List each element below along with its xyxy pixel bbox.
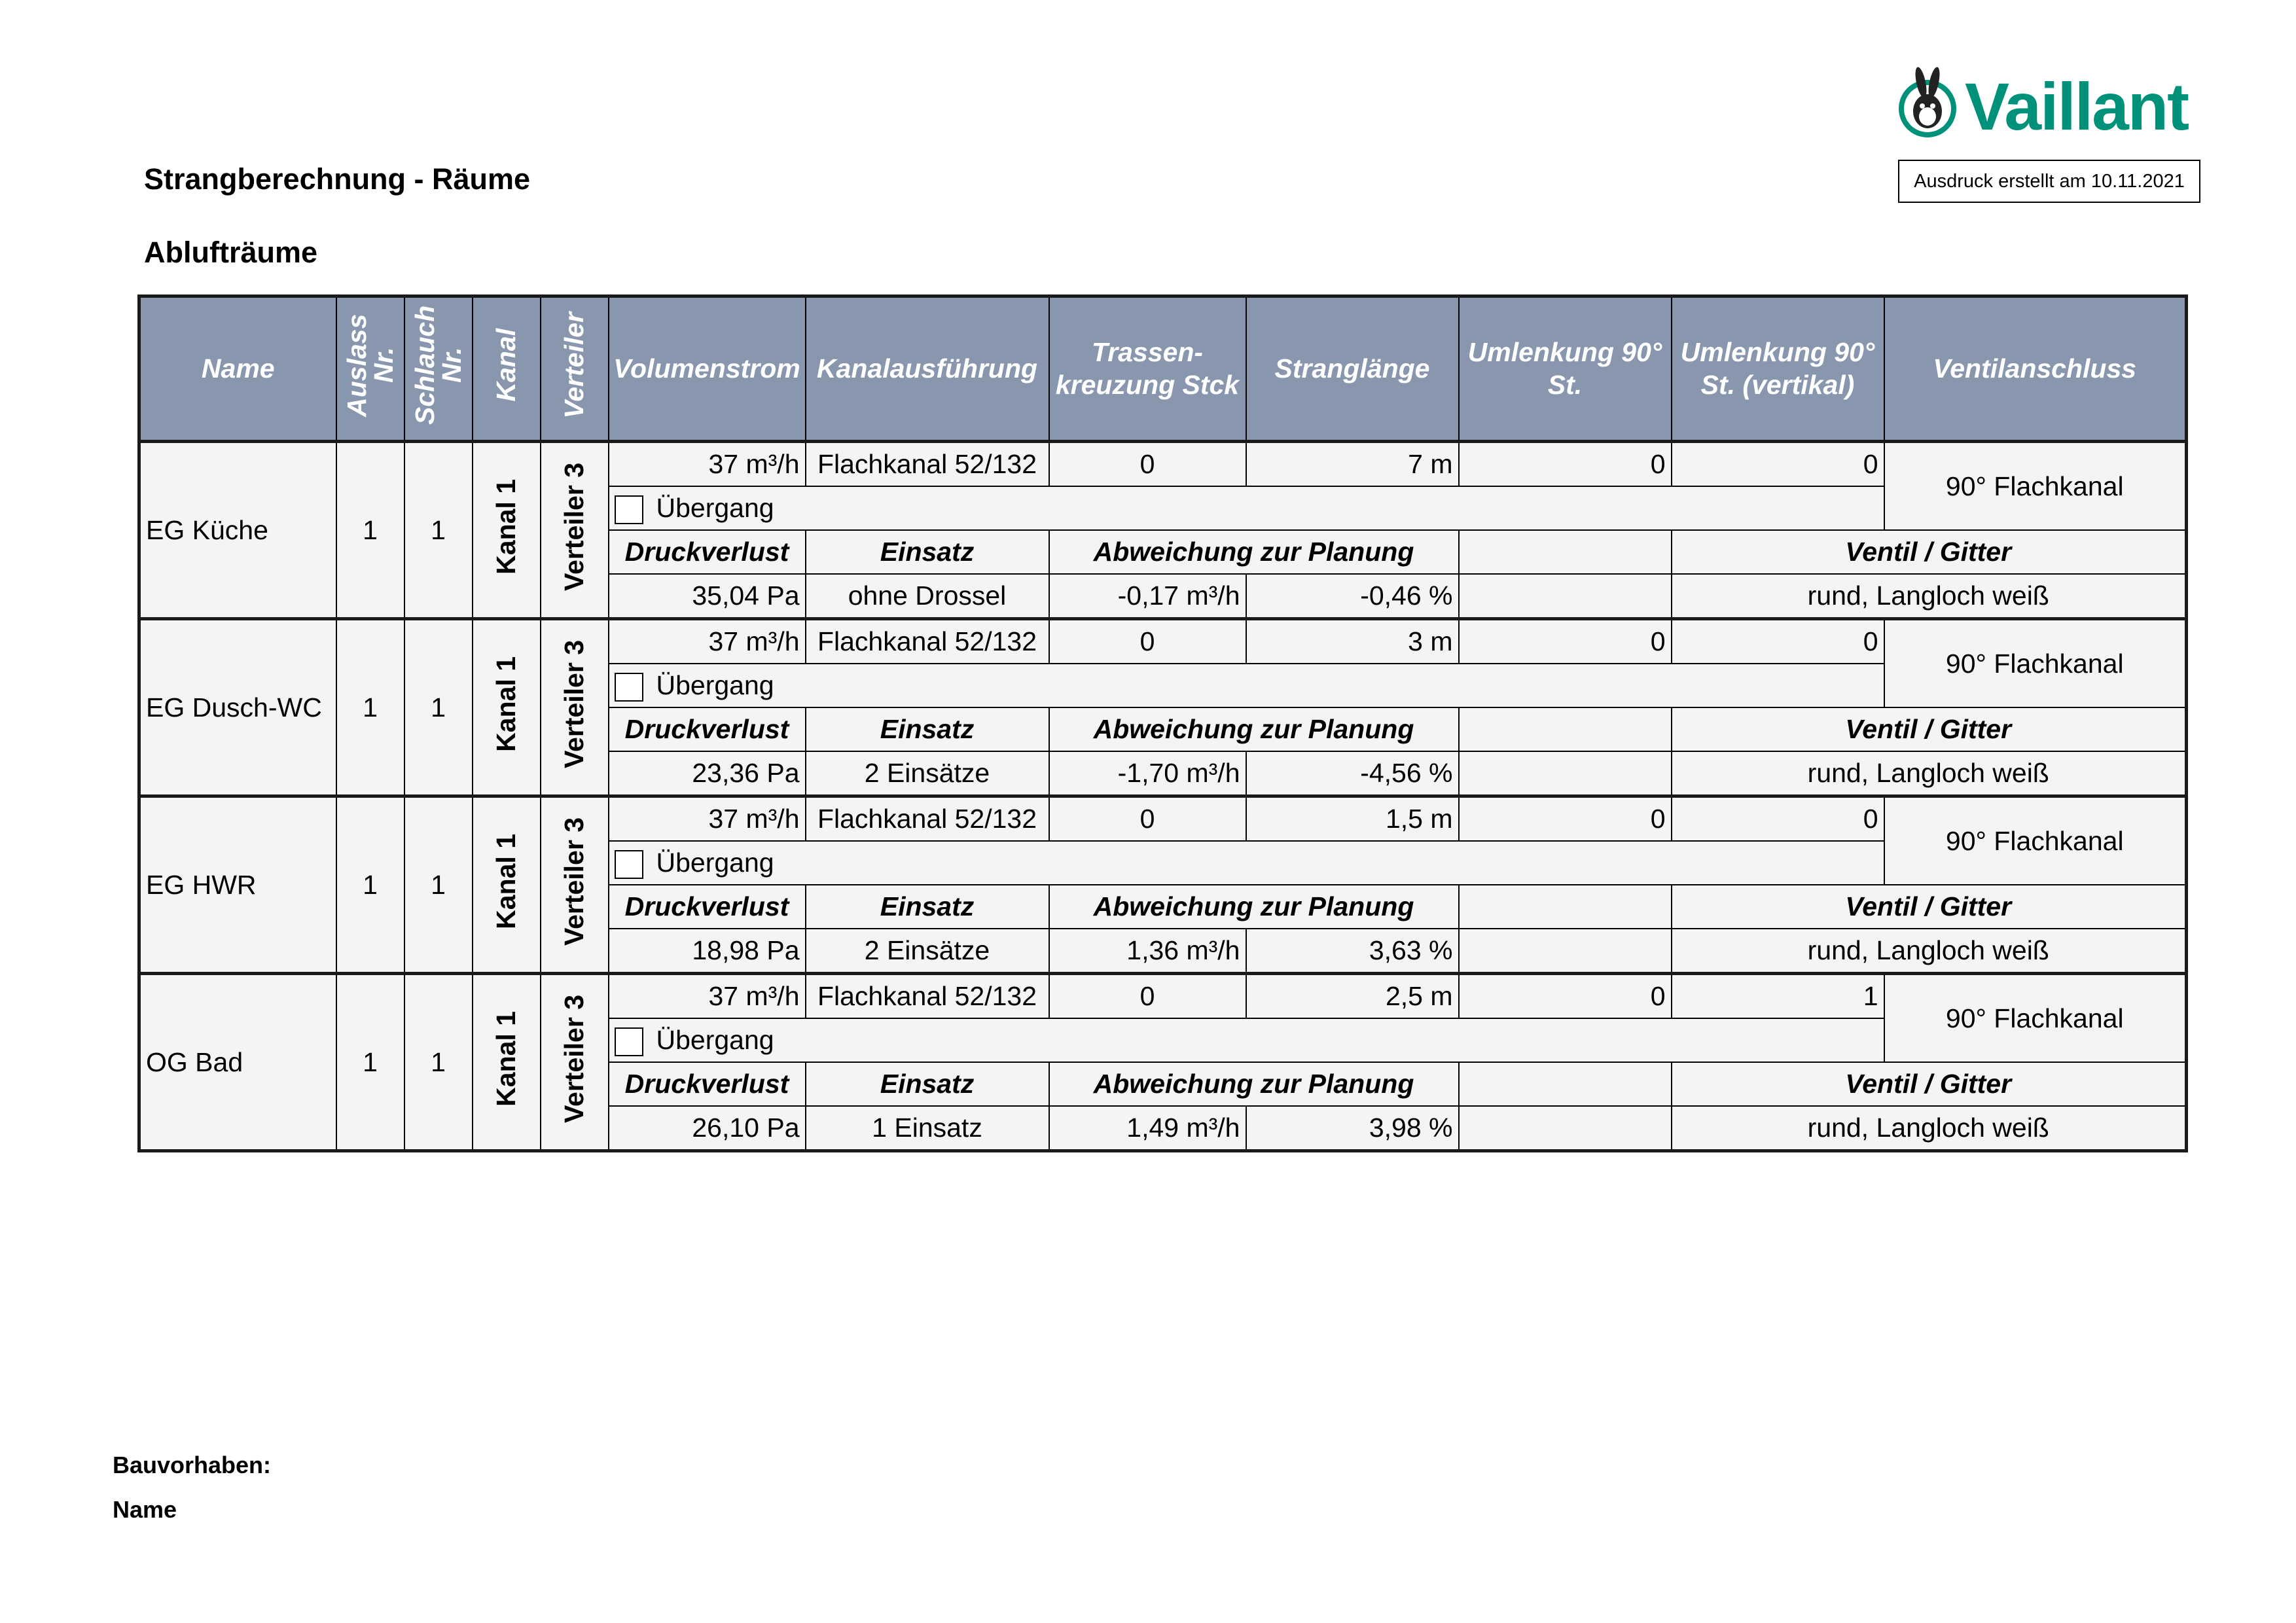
einsatz-label: Einsatz (806, 885, 1049, 929)
einsatz-label: Einsatz (806, 707, 1049, 751)
verteiler-label: Verteiler 3 (559, 995, 589, 1124)
room-name: EG Küche (139, 442, 336, 619)
auslass-nr: 1 (336, 974, 404, 1151)
trassenkreuzung-value: 0 (1049, 974, 1246, 1019)
schlauch-nr: 1 (404, 619, 473, 796)
empty-cell (1459, 530, 1672, 574)
verteiler-cell (541, 619, 609, 796)
abweichung-volumen-value: -0,17 m³/h (1049, 574, 1246, 619)
volumenstrom-value: 37 m³/h (609, 796, 806, 842)
uebergang-checkbox[interactable] (615, 495, 643, 524)
empty-cell (1459, 885, 1672, 929)
stranglaenge-value: 3 m (1246, 619, 1459, 664)
uebergang-label: Übergang (656, 1024, 774, 1055)
verteiler-label: Verteiler 3 (559, 817, 589, 946)
col-header-kanal: Kanal (473, 296, 541, 442)
auslass-nr: 1 (336, 442, 404, 619)
kanalausfuehrung-value: Flachkanal 52/132 (806, 974, 1049, 1019)
verteiler-label: Verteiler 3 (559, 463, 589, 592)
volumenstrom-value: 37 m³/h (609, 442, 806, 487)
stranglaenge-value: 7 m (1246, 442, 1459, 487)
umlenkung-value: 0 (1459, 796, 1672, 842)
kanal-label: Kanal 1 (491, 834, 521, 930)
stranglaenge-value: 1,5 m (1246, 796, 1459, 842)
volumenstrom-value: 37 m³/h (609, 974, 806, 1019)
druckverlust-label: Druckverlust (609, 530, 806, 574)
col-header-name: Name (139, 296, 336, 442)
kanal-label: Kanal 1 (491, 656, 521, 753)
kanal-cell (473, 442, 541, 619)
umlenkung-vertikal-value: 0 (1672, 796, 1884, 842)
einsatz-value: ohne Drossel (806, 574, 1049, 619)
trassenkreuzung-value: 0 (1049, 442, 1246, 487)
col-header-schlauch: Schlauch Nr. (404, 296, 473, 442)
section-title: Ablufträume (144, 236, 318, 269)
uebergang-checkbox[interactable] (615, 1027, 643, 1056)
kanal-cell (473, 974, 541, 1151)
col-header-auslass: Auslass Nr. (336, 296, 404, 442)
uebergang-label: Übergang (656, 847, 774, 878)
uebergang-label: Übergang (656, 669, 774, 700)
ventilanschluss-value: 90° Flachkanal (1884, 442, 2187, 531)
empty-cell (1459, 707, 1672, 751)
ventil-gitter-label: Ventil / Gitter (1672, 707, 2187, 751)
room-row-main (139, 974, 2187, 1019)
footer-name-label: Name (113, 1496, 177, 1523)
verteiler-cell (541, 442, 609, 619)
empty-cell (1459, 1062, 1672, 1106)
empty-cell (1459, 574, 1672, 619)
uebergang-checkbox[interactable] (615, 673, 643, 702)
abweichung-volumen-value: 1,49 m³/h (1049, 1106, 1246, 1151)
ventilanschluss-value: 90° Flachkanal (1884, 796, 2187, 885)
einsatz-label: Einsatz (806, 1062, 1049, 1106)
kanal-cell (473, 796, 541, 974)
ventil-gitter-value: rund, Langloch weiß (1672, 751, 2187, 796)
uebergang-cell (609, 486, 1884, 530)
page-title: Strangberechnung - Räume (144, 162, 531, 196)
abweichung-volumen-value: 1,36 m³/h (1049, 929, 1246, 974)
uebergang-cell (609, 841, 1884, 885)
verteiler-label: Verteiler 3 (559, 640, 589, 769)
schlauch-nr: 1 (404, 796, 473, 974)
col-header-stranglaenge: Stranglänge (1246, 296, 1459, 442)
volumenstrom-value: 37 m³/h (609, 619, 806, 664)
room-name: EG Dusch-WC (139, 619, 336, 796)
schlauch-nr: 1 (404, 974, 473, 1151)
ventilanschluss-value: 90° Flachkanal (1884, 974, 2187, 1063)
empty-cell (1459, 1106, 1672, 1151)
trassenkreuzung-value: 0 (1049, 619, 1246, 664)
kanalausfuehrung-value: Flachkanal 52/132 (806, 442, 1049, 487)
abweichung-prozent-value: -4,56 % (1246, 751, 1459, 796)
uebergang-label: Übergang (656, 492, 774, 523)
col-header-umlenkung: Umlenkung 90° St. (1459, 296, 1672, 442)
abweichung-label: Abweichung zur Planung (1049, 530, 1459, 574)
uebergang-cell (609, 1018, 1884, 1062)
kanal-label: Kanal 1 (491, 479, 521, 575)
ventil-gitter-value: rund, Langloch weiß (1672, 1106, 2187, 1151)
druckverlust-label: Druckverlust (609, 885, 806, 929)
verteiler-cell (541, 796, 609, 974)
print-date-stamp: Ausdruck erstellt am 10.11.2021 (1898, 160, 2200, 203)
umlenkung-vertikal-value: 1 (1672, 974, 1884, 1019)
einsatz-value: 1 Einsatz (806, 1106, 1049, 1151)
empty-cell (1459, 929, 1672, 974)
einsatz-label: Einsatz (806, 530, 1049, 574)
druckverlust-value: 23,36 Pa (609, 751, 806, 796)
kanal-cell (473, 619, 541, 796)
auslass-nr: 1 (336, 796, 404, 974)
abweichung-prozent-value: 3,63 % (1246, 929, 1459, 974)
schlauch-nr: 1 (404, 442, 473, 619)
umlenkung-vertikal-value: 0 (1672, 619, 1884, 664)
abweichung-label: Abweichung zur Planung (1049, 1062, 1459, 1106)
col-header-ventilanschluss: Ventilanschluss (1884, 296, 2187, 442)
room-row-main (139, 619, 2187, 664)
col-header-trassenkreuzung: Trassen-kreuzung Stck (1049, 296, 1246, 442)
empty-cell (1459, 751, 1672, 796)
room-name: OG Bad (139, 974, 336, 1151)
ventil-gitter-label: Ventil / Gitter (1672, 1062, 2187, 1106)
trassenkreuzung-value: 0 (1049, 796, 1246, 842)
room-row-main (139, 796, 2187, 842)
abweichung-prozent-value: -0,46 % (1246, 574, 1459, 619)
abweichung-label: Abweichung zur Planung (1049, 885, 1459, 929)
umlenkung-value: 0 (1459, 442, 1672, 487)
druckverlust-label: Druckverlust (609, 1062, 806, 1106)
abweichung-label: Abweichung zur Planung (1049, 707, 1459, 751)
footer-bauvorhaben-label: Bauvorhaben: (113, 1452, 272, 1478)
room-name: EG HWR (139, 796, 336, 974)
druckverlust-value: 26,10 Pa (609, 1106, 806, 1151)
uebergang-checkbox[interactable] (615, 850, 643, 879)
umlenkung-vertikal-value: 0 (1672, 442, 1884, 487)
verteiler-cell (541, 974, 609, 1151)
druckverlust-value: 18,98 Pa (609, 929, 806, 974)
room-row-main (139, 442, 2187, 487)
uebergang-cell (609, 664, 1884, 707)
druckverlust-value: 35,04 Pa (609, 574, 806, 619)
ventilanschluss-value: 90° Flachkanal (1884, 619, 2187, 708)
einsatz-value: 2 Einsätze (806, 929, 1049, 974)
ventil-gitter-label: Ventil / Gitter (1672, 885, 2187, 929)
ventil-gitter-value: rund, Langloch weiß (1672, 574, 2187, 619)
umlenkung-value: 0 (1459, 974, 1672, 1019)
col-header-volumenstrom: Volumenstrom (609, 296, 806, 442)
brand-wordmark: Vaillant (1965, 69, 2189, 144)
kanal-label: Kanal 1 (491, 1011, 521, 1107)
einsatz-value: 2 Einsätze (806, 751, 1049, 796)
stranglaenge-value: 2,5 m (1246, 974, 1459, 1019)
kanalausfuehrung-value: Flachkanal 52/132 (806, 796, 1049, 842)
druckverlust-label: Druckverlust (609, 707, 806, 751)
col-header-kanalausfuehrung: Kanalausführung (806, 296, 1049, 442)
ventil-gitter-label: Ventil / Gitter (1672, 530, 2187, 574)
abweichung-volumen-value: -1,70 m³/h (1049, 751, 1246, 796)
ventil-gitter-value: rund, Langloch weiß (1672, 929, 2187, 974)
auslass-nr: 1 (336, 619, 404, 796)
table-header-row (139, 296, 2187, 442)
umlenkung-value: 0 (1459, 619, 1672, 664)
exhaust-rooms-table (137, 294, 2188, 1152)
col-header-umlenkung-vertikal: Umlenkung 90° St. (vertikal) (1672, 296, 1884, 442)
col-header-verteiler: Verteiler (541, 296, 609, 442)
abweichung-prozent-value: 3,98 % (1246, 1106, 1459, 1151)
kanalausfuehrung-value: Flachkanal 52/132 (806, 619, 1049, 664)
